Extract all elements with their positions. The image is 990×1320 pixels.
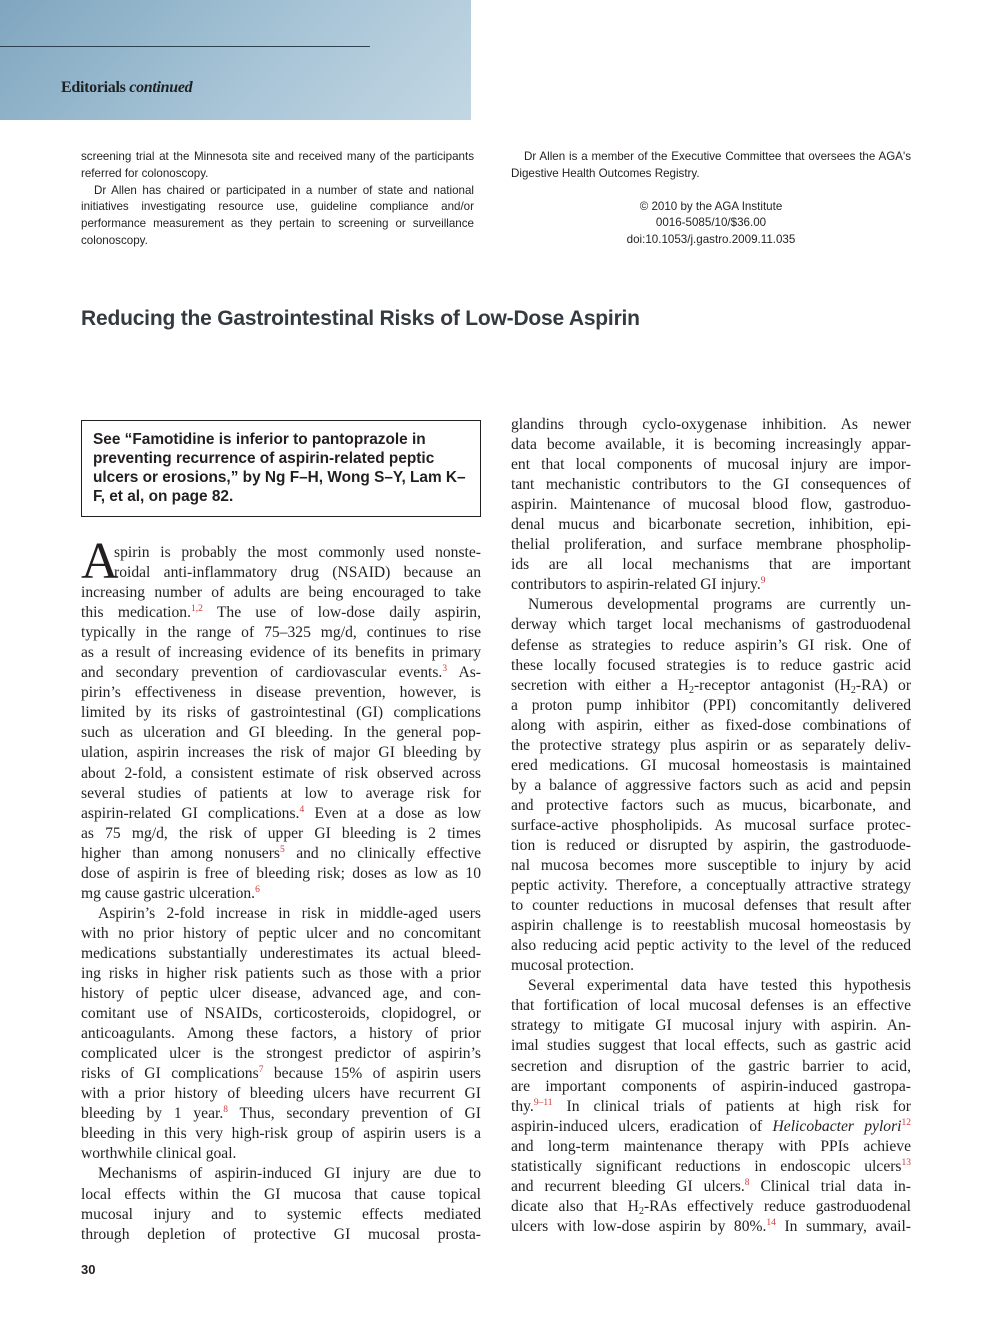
- text-line: to counter reductions in mucosal defenses that result after: [511, 897, 911, 915]
- text-line: by a balance of aggressive factors such as acid and pepsin: [511, 776, 911, 794]
- header-rule: [0, 46, 370, 47]
- text-line: ing risks in higher risk patients such as those with a prior: [81, 964, 481, 982]
- text-line: and protective factors such as mucus, bicarbonate, and: [511, 796, 911, 814]
- text-line: aspirin-induced ulcers, eradication of Helicobacter pylori$^{12}$: [511, 1117, 911, 1135]
- text-line: bleeding by 1 year.$^8$ Thus, secondary prevention of GI: [81, 1105, 481, 1123]
- text-line: ulation, aspirin increases the risk of major GI bleeding by: [81, 744, 481, 762]
- text-line: along with aspirin, either as fixed-dose combinations of: [511, 716, 911, 734]
- text-line: risks of GI complications$^7$ because 15% of aspirin users: [81, 1065, 482, 1083]
- text-line: dose of aspirin is free of bleeding risk; doses as low as 10: [81, 864, 481, 882]
- text-line: defense as strategies to reduce aspirin’s GI risk. One of: [511, 636, 911, 654]
- paragraph: Dr Allen is a member of the Executive Committee that oversees the AGA's Digestive Health Outcomes Registry.: [511, 150, 911, 180]
- text-line: these locally focused strategies is to reduce gastric acid: [511, 656, 911, 674]
- reference-superscript: 5: [279, 844, 285, 855]
- text-line: thelial proliferation, and surface membrane phospholip-: [511, 536, 911, 554]
- text-line: increasing number of adults are being encouraged to take: [81, 584, 481, 602]
- text-line: with no prior history of peptic ulcer and no concomitant: [81, 924, 481, 942]
- body-column-left: [81, 543, 481, 1245]
- text-line: local effects within the GI mucosa that cause topical: [81, 1185, 481, 1203]
- text-line: secretion with either a $H_2$-receptor antagonist $(H_2-RA)$ or: [511, 676, 912, 696]
- text-line: ulcers with low-dose aspirin by 80%.$^{14}$ In summary, avail-: [511, 1217, 911, 1235]
- text-line: through depletion of protective GI mucosal prosta-: [81, 1225, 481, 1243]
- drop-cap: A: [81, 533, 119, 590]
- reference-superscript: 4: [299, 804, 305, 815]
- text-line: pirin’s effectiveness in disease prevention, however, is: [81, 684, 481, 702]
- text-line: secretion and disruption of the gastric barrier to acid,: [511, 1057, 911, 1075]
- text-line: complicated ulcer is the strongest predictor of aspirin’s: [81, 1045, 481, 1063]
- text-line: ent that local components of mucosal injury are impor-: [511, 456, 911, 474]
- running-head-continued: continued: [129, 79, 193, 96]
- text-line: and secondary prevention of cardiovascular events.$^3$ As-: [81, 664, 481, 682]
- text-line: mg cause gastric ulceration.$^6$: [81, 884, 260, 902]
- text-line: ered medications. GI mucosal homeostasis is maintained: [511, 756, 911, 774]
- see-related-article-box: See “Famotidine is inferior to pantoprazole in preventing recurrence of aspirin-related peptic ulcers or erosions,” by Ng F–H, Wong S–Y, Lam K–F, et al, on page 82.: [81, 420, 481, 517]
- reference-superscript: 1,2: [191, 604, 203, 615]
- issn-line: 0016-5085/10/$36.00: [655, 216, 767, 230]
- text-line: nal mucosa becomes more susceptible to injury by acid: [511, 857, 911, 875]
- text-line: mucosal injury and to systemic effects mediated: [81, 1205, 481, 1223]
- page-number: 30: [81, 1262, 96, 1277]
- text-line: this medication.$^{1,2}$ The use of low-dose daily aspirin,: [81, 604, 481, 622]
- text-line: typically in the range of 75–325 mg/d, continues to rise: [81, 624, 481, 642]
- reference-superscript: 13: [901, 1157, 911, 1168]
- text-line: statistically significant reductions in endoscopic ulcers$^{13}$: [511, 1157, 911, 1175]
- text-line: and long-term maintenance therapy with PPIs achieve: [511, 1137, 911, 1155]
- text-line: and recurrent bleeding GI ulcers.$^8$ Clinical trial data in-: [511, 1177, 911, 1195]
- text-line: Mechanisms of aspirin-induced GI injury are due to: [98, 1165, 481, 1183]
- text-line: comitant use of NSAIDs, corticosteroids, clopidogrel, or: [81, 1005, 481, 1023]
- text-line: roidal anti-inflammatory drug (NSAID) because an: [114, 564, 481, 582]
- text-line: worthwhile clinical goal.: [81, 1145, 237, 1163]
- reference-superscript: 6: [255, 884, 260, 895]
- text-line: thy.$^{9-11}$ In clinical trials of patients at high risk for: [511, 1097, 911, 1115]
- reference-superscript: 12: [901, 1117, 911, 1128]
- text-line: as 75 mg/d, the risk of upper GI bleeding is 2 times: [81, 824, 481, 842]
- copyright-block: [511, 199, 911, 249]
- article-title: Reducing the Gastrointestinal Risks of Low-Dose Aspirin: [81, 307, 640, 330]
- text-line: peptic activity. Therefore, a conceptually attractive strategy: [511, 877, 911, 895]
- text-line: contributors to aspirin-related GI injury.$^9$: [511, 576, 766, 594]
- text-line: aspirin-related GI complications.$^4$ Even at a dose as low: [81, 804, 481, 822]
- reference-superscript: 7: [258, 1065, 264, 1076]
- text-line: that fortification of local mucosal defenses is an effective: [511, 997, 911, 1015]
- text-line: derway which target local mechanisms of gastroduodenal: [511, 616, 911, 634]
- text-line: tion is reduced or disrupted by aspirin, the gastroduode-: [511, 836, 911, 854]
- text-line: mucosal protection.: [511, 957, 634, 975]
- running-head-section: Editorials: [61, 79, 126, 96]
- text-line: anticoagulants. Among these factors, a history of prior: [81, 1025, 481, 1043]
- text-line: tant mechanistic contributors to the GI consequences of: [511, 476, 911, 494]
- reference-superscript: 9: [760, 576, 766, 587]
- reference-superscript: 3: [442, 664, 448, 675]
- text-line: ids are all local mechanisms that are important: [511, 556, 911, 574]
- text-line: several studies of patients at low to average risk for: [81, 784, 481, 802]
- text-line: a proton pump inhibitor (PPI) concomitantly delivered: [511, 696, 911, 714]
- copyright-line: © 2010 by the AGA Institute: [639, 199, 783, 213]
- text-line: also reducing acid peptic activity to the level of the reduced: [511, 937, 911, 955]
- text-line: strategy to mitigate GI mucosal injury with aspirin. An-: [511, 1017, 911, 1035]
- text-line: such as ulceration and GI bleeding. In the general pop-: [81, 724, 481, 742]
- text-line: denal mucus and bicarbonate secretion, inhibition, epi-: [511, 516, 911, 534]
- text-line: bleeding in this very high-risk group of aspirin users is a: [81, 1125, 481, 1143]
- text-line: the protective strategy plus aspirin or as separately deliv-: [511, 736, 911, 754]
- reference-superscript: 8: [744, 1177, 750, 1188]
- text-line: Aspirin’s 2-fold increase in risk in middle-aged users: [98, 904, 481, 922]
- text-line: higher than among nonusers$^5$ and no clinically effective: [81, 844, 481, 862]
- running-head: [61, 79, 192, 97]
- text-line: Numerous developmental programs are currently un-: [528, 596, 911, 614]
- paragraph: screening trial at the Minnesota site and received many of the participants referred for colonoscopy.: [81, 150, 474, 180]
- text-line: data become available, it is becoming increasingly appar-: [511, 436, 911, 454]
- text-line: aspirin. Maintenance of mucosal blood flow, gastroduo-: [511, 496, 911, 514]
- text-line: history of peptic ulcer disease, advanced age, and con-: [81, 985, 481, 1003]
- text-line: Several experimental data have tested this hypothesis: [528, 977, 911, 995]
- text-line: as a result of increasing evidence of its benefits in primary: [81, 644, 481, 662]
- text-line: dicate also that $H_2$-RAs effectively reduce gastroduodenal: [511, 1197, 911, 1217]
- text-line: with a prior history of bleeding ulcers have recurrent GI: [81, 1085, 481, 1103]
- text-line: medications substantially underestimates its actual bleed-: [81, 944, 481, 962]
- text-line: imal studies suggest that local effects, such as gastric acid: [511, 1037, 911, 1055]
- text-line: glandins through cyclo-oxygenase inhibition. As newer: [511, 416, 911, 433]
- header-band: [0, 0, 471, 120]
- doi-line: doi:10.1053/j.gastro.2009.11.035: [626, 233, 796, 247]
- text-line: limited by its risks of gastrointestinal (GI) complications: [81, 704, 481, 722]
- text-line: are important components of aspirin-induced gastropa-: [511, 1077, 911, 1095]
- body-column-right: [511, 415, 911, 1237]
- reference-superscript: 8: [223, 1105, 229, 1116]
- previous-editorial-right: [511, 149, 911, 249]
- previous-editorial-left: [81, 149, 474, 250]
- paragraph: Dr Allen has chaired or participated in a number of state and national initiatives investigating resource use, guideline compliance and/or performance measurement as they pertain to screening or surveillance colonoscopy.: [81, 183, 474, 247]
- text-line: aspirin challenge is to reestablish mucosal homeostasis by: [511, 917, 911, 935]
- text-line: about 2-fold, a consistent estimate of risk observed across: [81, 764, 481, 782]
- text-line: spirin is probably the most commonly used nonste-: [114, 544, 481, 561]
- reference-superscript: 9–11: [533, 1097, 553, 1108]
- reference-superscript: 14: [766, 1217, 776, 1228]
- text-line: surface-active phospholipids. As mucosal surface protec-: [511, 816, 911, 834]
